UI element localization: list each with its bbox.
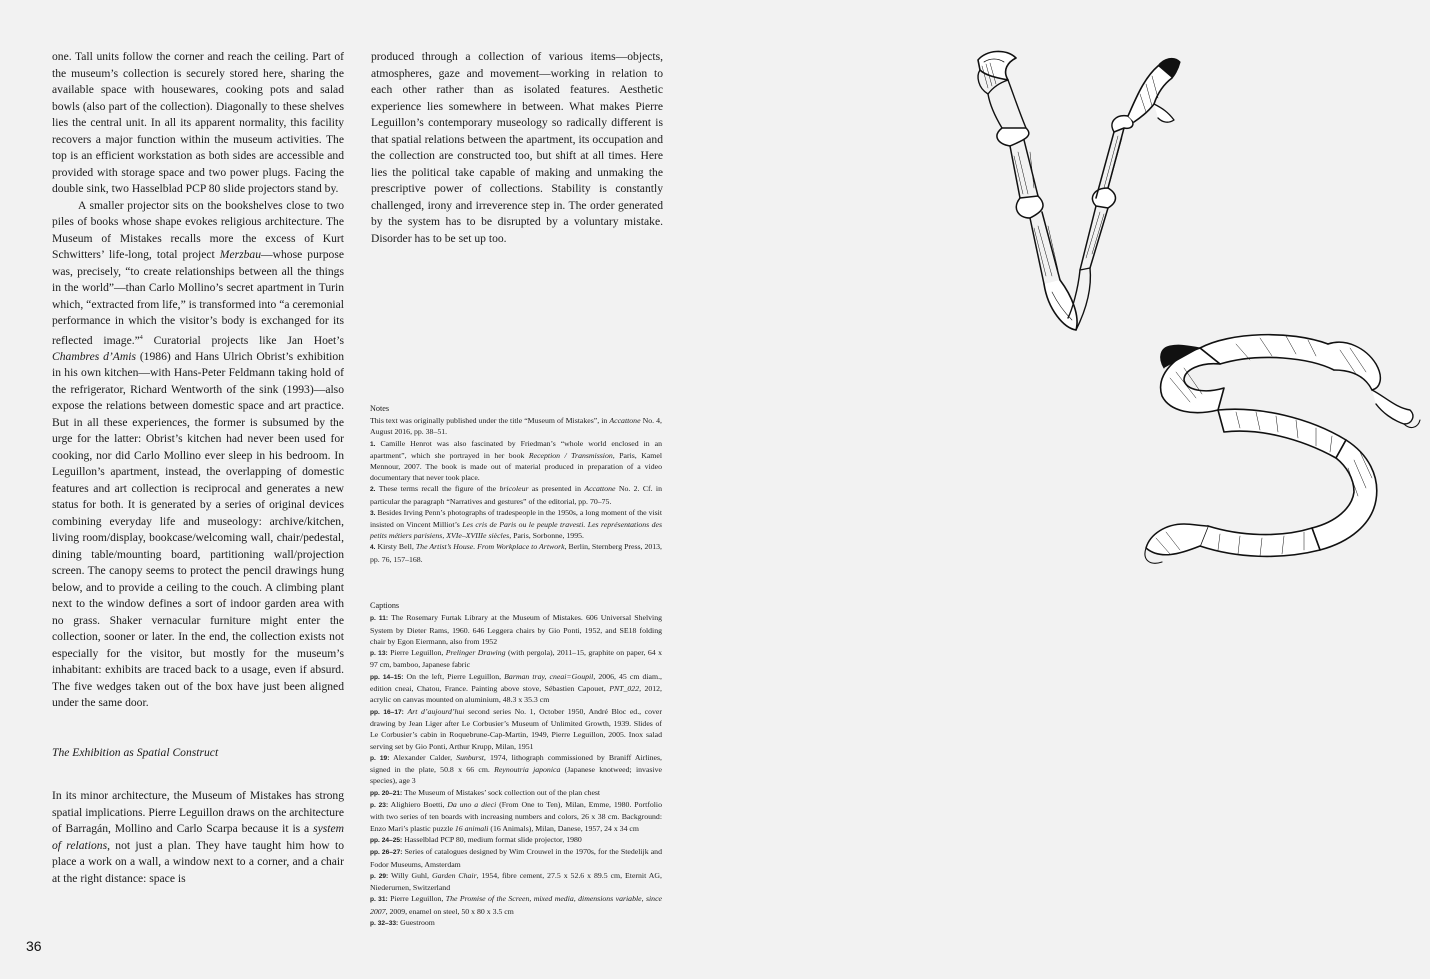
caption-item: pp. 24–25: Hasselblad PCP 80, medium format slide projector, 1980 (370, 834, 582, 844)
caption-item: pp. 20–21: The Museum of Mistakes’ sock collection out of the plan chest (370, 787, 601, 797)
ribbon-letter-v-illustration (968, 48, 1183, 333)
paragraph: A smaller projector sits on the bookshelves close to two piles of books whose shape evokes religious architecture. The Museum of Mistakes recalls more the excess of Kurt Schwitters’ life-long, total project Merzbau—whose purpose was, precisely, “to create relationships between all the things in the world”—than Carlo Mollino’s secret apartment in Turin which, “extracted from life,” is transformed into “a ceremonial performance in which the visitor’s body is exchanged for its reflected image.”$^4$ Curatorial projects like Jan Hoet’s Chambres d’Amis (1986) and Hans Ulrich Obrist’s exhibition in his own kitchen—with Hans-Peter Feldmann taking hold of the refrigerator, Richard Wentworth of the sink (1993)—also expose the relations between domestic space and art practice. But in all these experiences, the former is subsumed by the urge for the latter: Obrist’s kitchen had never been used for cooking, nor did Carlo Mollino ever sleep in his bedroom. In Leguillon’s apartment, instead, the overlapping of domestic features and art collection is reciprocal and generates a new status for both. It is generated by a series of original devices combining everyday life and museology: archive/kitchen, living room/display, bookcase/welcoming wall, chair/pedestal, dining table/mounting board, partitioning wall/projection screen. The canopy seems to protect the pencil drawings hung below, and to provide a ceiling to the couch. A climbing plant next to the window defines a sort of indoor garden area with no grass. Shaker vernacular furniture might enter the collection, sooner or later. In the end, the collection exists not especially for the visitor, but mostly for the museum’s inhabitant: exhibits are traced back to a usage, even if absurd. The five wedges taken out of the box have just been aligned under the same door. (52, 198, 344, 710)
footnote-ref: 4 (139, 334, 143, 341)
ribbon-letter-s-illustration (1140, 328, 1422, 568)
note-item: This text was originally published under the title “Museum of Mistakes”, in Accattone No. 4, August 2016, pp. 38–51. (370, 416, 662, 437)
caption-item: p. 29: Willy Guhl, Garden Chair, 1954, fibre cement, 27.5 x 52.6 x 89.5 cm, Eternit AG, Niederurnen, Switzerland (370, 870, 662, 893)
main-text-column-right (371, 49, 663, 247)
note-item: 2. These terms recall the figure of the bricoleur as presented in Accattone No. 2. Cf. in particular the paragraph “Narratives and gestures” of the editorial, pp. 70–75. (370, 484, 662, 506)
paragraph: produced through a collection of various items—objects, atmospheres, gaze and movement—working in relation to each other rather than as isolated features. Aesthetic experience lies somewhere in between. What makes Pierre Leguillon’s contemporary museology so radically different is that spatial relations between the apartment, its occupation and the collection are constructed too, but shift at all times. Here lies the political take capable of making and unmaking the prescriptive power of collections. Stability is constantly challenged, irony and irreverence step in. The order generated by the system has to be disrupted by a voluntary mistake. Disorder has to be set up too. (371, 50, 663, 245)
section-heading: The Exhibition as Spatial Construct (52, 745, 219, 759)
paragraph: one. Tall units follow the corner and reach the ceiling. Part of the museum’s collection is securely stored here, sharing the available space with housewares, cooking pots and salad bowls (also part of the collection). Diagonally to these shelves lies the central unit. In all its apparent normality, this facility recovers a major function within the museum activities. The top is an efficient workstation as both sides are accessible and provided with storage space and two power plugs. Facing the double sink, two Hasselblad PCP 80 slide projectors stand by. (52, 50, 344, 195)
notes-heading: Notes (370, 404, 390, 413)
caption-item: pp. 16–17: Art d’aujourd’hui second series No. 1, October 1950, André Bloc ed., cover drawing by Jean Liger after Le Corbusier’s Museum of Unlimited Growth, 1939. Slides of Le Corbusier’s cabin in Roquebrune-Cap-Martin, 1949, Pierre Leguillon, 2005. Inox salad serving set by Gio Ponti, Arthur Krupp, Milan, 1951 (370, 706, 662, 751)
caption-item: pp. 14–15: On the left, Pierre Leguillon, Barman tray, cneai=Goupil, 2006, 45 cm diam., edition cneai, Chatou, France. Painting above stove, Sébastien Capouet, PNT_022, 2012, acrylic on canvas mounted on aluminium, 48.3 x 35.3 cm (370, 671, 662, 705)
caption-item: p. 19: Alexander Calder, Sunburst, 1974, lithograph commissioned by Braniff Airlines, signed in the plate, 50.8 x 66 cm. Reynoutria japonica (Japanese knotweed; invasive species), age 3 (370, 752, 662, 786)
caption-item: p. 13: Pierre Leguillon, Prelinger Drawing (with pergola), 2011–15, graphite on paper, 64 x 97 cm, bamboo, Japanese fabric (370, 648, 662, 670)
caption-item: p. 31: Pierre Leguillon, The Promise of the Screen, mixed media, dimensions variable, since 2007, 2009, enamel on steel, 50 x 80 x 3.5 cm (370, 894, 662, 916)
note-item: 4. Kirsty Bell, The Artist’s House. From Workplace to Artwork, Berlin, Sternberg Press, 2013, pp. 76, 157–168. (370, 542, 662, 564)
captions-section (370, 600, 662, 929)
paragraph: In its minor architecture, the Museum of Mistakes has strong spatial implications. Pierre Leguillon draws on the architecture of Barragán, Mollino and Carlo Scarpa because it is a system of relations, not just a plan. They have taught him how to place a work on a wall, a window next to a corner, and a chair at the right distance: space is (52, 789, 344, 885)
caption-item: p. 11: The Rosemary Furtak Library at the Museum of Mistakes. 606 Universal Shelving System by Dieter Rams, 1960. 646 Leggera chairs by Gio Ponti, 1952, and SE18 folding chair by Egon Eiermann, also from 1952 (370, 613, 662, 646)
caption-item: pp. 26–27: Series of catalogues designed by Wim Crouwel in the 1970s, for the Stedelijk and Fodor Museums, Amsterdam (370, 847, 662, 869)
page-number: 36 (26, 938, 42, 954)
notes-section (370, 403, 662, 565)
captions-heading: Captions (370, 601, 400, 610)
caption-item: p. 23: Alighiero Boetti, Da uno a dieci (From One to Ten), Milan, Emme, 1980. Portfolio with two series of ten boards with increasing numbers and colors, 26 x 38 cm. Background: Enzo Mari’s plastic puzzle 16 animali (16 Animals), Milan, Danese, 1957, 24 x 34 cm (370, 800, 662, 833)
caption-item: p. 32–33: Guestroom (370, 918, 435, 928)
main-text-column-left (52, 49, 344, 887)
note-item: 3. Besides Irving Penn’s photographs of tradespeople in the 1950s, a long moment of the visit insisted on Vincent Milliot’s Les cris de Paris ou le peuple travesti. Les représentations des petits métiers parisiens, XVIe–XVIIIe siècles, Paris, Sorbonne, 1995. (370, 507, 663, 541)
note-item: 1. Camille Henrot was also fascinated by Friedman’s “whole world enclosed in an apartment”, which she portrayed in her book Reception / Transmission, Paris, Kamel Mennour, 2007. The book is made out of material produced in preparation of a video documentary that never took place. (370, 438, 662, 483)
